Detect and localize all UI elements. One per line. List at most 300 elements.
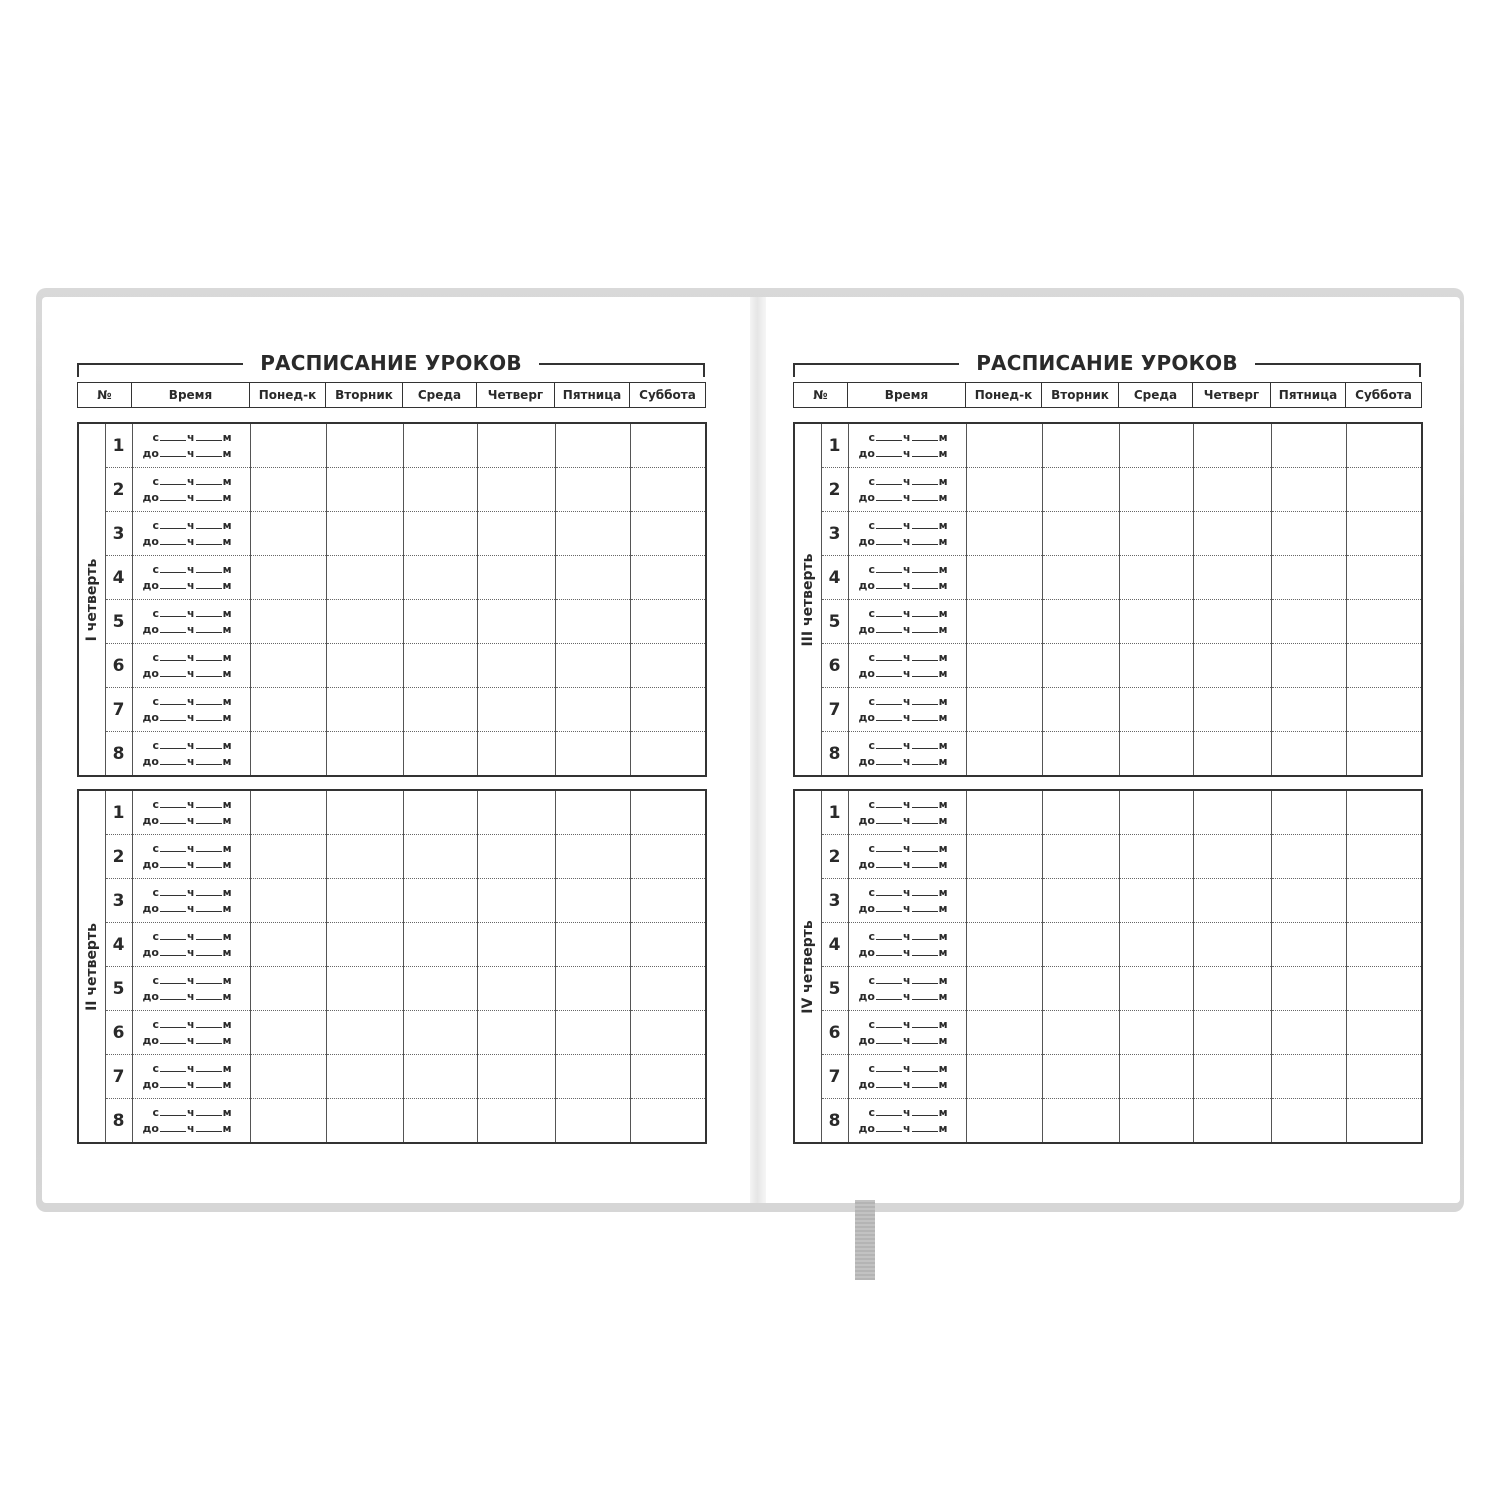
subject-cell[interactable]: [477, 468, 555, 512]
subject-cell[interactable]: [555, 468, 630, 512]
subject-cell[interactable]: [1042, 923, 1119, 967]
subject-cell[interactable]: [1193, 556, 1271, 600]
subject-cell[interactable]: [555, 732, 630, 777]
subject-cell[interactable]: [477, 967, 555, 1011]
subject-cell[interactable]: [555, 423, 630, 468]
subject-cell[interactable]: [966, 468, 1042, 512]
time-from-label: с: [868, 518, 876, 532]
subject-cell[interactable]: [966, 967, 1042, 1011]
subject-cell[interactable]: [1119, 600, 1193, 644]
subject-cell[interactable]: [966, 600, 1042, 644]
time-cell[interactable]: [132, 835, 250, 879]
subject-cell[interactable]: [250, 512, 326, 556]
lesson-number: 3: [821, 512, 848, 556]
subject-cell[interactable]: [477, 835, 555, 879]
subject-cell[interactable]: [250, 1055, 326, 1099]
subject-cell[interactable]: [250, 879, 326, 923]
subject-cell[interactable]: [403, 688, 477, 732]
subject-cell[interactable]: [326, 556, 403, 600]
subject-cell[interactable]: [403, 644, 477, 688]
subject-cell[interactable]: [1119, 688, 1193, 732]
time-to-label: до: [858, 754, 875, 768]
subject-cell[interactable]: [630, 1011, 706, 1055]
subject-cell[interactable]: [1042, 600, 1119, 644]
subject-cell[interactable]: [1271, 1011, 1346, 1055]
subject-cell[interactable]: [250, 1099, 326, 1144]
time-from-label: с: [152, 650, 160, 664]
time-to-label: до: [858, 1121, 875, 1135]
subject-cell[interactable]: [250, 923, 326, 967]
subject-cell[interactable]: [1042, 879, 1119, 923]
subject-cell[interactable]: [1271, 732, 1346, 777]
minute-label: м: [938, 1121, 948, 1135]
subject-cell[interactable]: [1119, 1011, 1193, 1055]
subject-cell[interactable]: [966, 1099, 1042, 1144]
subject-cell[interactable]: [1193, 423, 1271, 468]
subject-cell[interactable]: [1042, 1055, 1119, 1099]
time-cell[interactable]: [848, 879, 966, 923]
subject-cell[interactable]: [1271, 1099, 1346, 1144]
subject-cell[interactable]: [1346, 512, 1422, 556]
time-cell[interactable]: [848, 1055, 966, 1099]
lesson-number: 6: [105, 644, 132, 688]
time-cell[interactable]: [132, 512, 250, 556]
time-to-label: до: [858, 578, 875, 592]
subject-cell[interactable]: [250, 644, 326, 688]
subject-cell[interactable]: [1271, 688, 1346, 732]
subject-cell[interactable]: [966, 644, 1042, 688]
subject-cell[interactable]: [1042, 835, 1119, 879]
table-row: [794, 790, 1422, 835]
subject-cell[interactable]: [966, 423, 1042, 468]
subject-cell[interactable]: [477, 1011, 555, 1055]
time-from-label: с: [152, 562, 160, 576]
subject-cell[interactable]: [1271, 600, 1346, 644]
time-cell[interactable]: [132, 468, 250, 512]
time-cell[interactable]: [848, 423, 966, 468]
time-to-label: до: [858, 622, 875, 636]
subject-cell[interactable]: [966, 1055, 1042, 1099]
time-cell[interactable]: [132, 1011, 250, 1055]
subject-cell[interactable]: [1271, 923, 1346, 967]
subject-cell[interactable]: [1346, 1055, 1422, 1099]
lesson-number: 5: [105, 967, 132, 1011]
subject-cell[interactable]: [555, 1011, 630, 1055]
subject-cell[interactable]: [1042, 644, 1119, 688]
subject-cell[interactable]: [1346, 688, 1422, 732]
subject-cell[interactable]: [250, 1011, 326, 1055]
subject-cell[interactable]: [555, 879, 630, 923]
lesson-number: 4: [105, 556, 132, 600]
quarter-label: III четверть: [799, 552, 816, 647]
subject-cell[interactable]: [1193, 644, 1271, 688]
hour-label: ч: [186, 754, 195, 768]
time-from-label: с: [152, 430, 160, 444]
subject-cell[interactable]: [1193, 967, 1271, 1011]
time-cell[interactable]: [848, 1099, 966, 1144]
subject-cell[interactable]: [1271, 1055, 1346, 1099]
subject-cell[interactable]: [630, 732, 706, 777]
subject-cell[interactable]: [1119, 512, 1193, 556]
time-cell[interactable]: [132, 732, 250, 777]
subject-cell[interactable]: [1042, 1099, 1119, 1144]
subject-cell[interactable]: [1271, 790, 1346, 835]
table-row: [78, 1011, 706, 1055]
table-row: [794, 688, 1422, 732]
subject-cell[interactable]: [403, 512, 477, 556]
subject-cell[interactable]: [1271, 423, 1346, 468]
table-row: [794, 1099, 1422, 1144]
subject-cell[interactable]: [477, 688, 555, 732]
time-cell[interactable]: [132, 423, 250, 468]
subject-cell[interactable]: [1119, 732, 1193, 777]
subject-cell[interactable]: [477, 923, 555, 967]
time-cell[interactable]: [848, 468, 966, 512]
subject-cell[interactable]: [630, 967, 706, 1011]
time-cell[interactable]: [848, 790, 966, 835]
minute-label: м: [222, 813, 232, 827]
time-to-label: до: [142, 857, 159, 871]
subject-cell[interactable]: [477, 879, 555, 923]
subject-cell[interactable]: [966, 512, 1042, 556]
time-from-label: с: [868, 430, 876, 444]
subject-cell[interactable]: [326, 512, 403, 556]
subject-cell[interactable]: [1193, 923, 1271, 967]
minute-label: м: [938, 650, 948, 664]
subject-cell[interactable]: [1042, 967, 1119, 1011]
hour-label: ч: [902, 534, 911, 548]
subject-cell[interactable]: [1346, 423, 1422, 468]
time-cell[interactable]: [848, 644, 966, 688]
header-cell: Понед-к: [250, 383, 326, 408]
time-to-label: до: [858, 490, 875, 504]
time-to-label: до: [142, 901, 159, 915]
subject-cell[interactable]: [250, 423, 326, 468]
subject-cell[interactable]: [1346, 967, 1422, 1011]
time-to-label: до: [142, 446, 159, 460]
time-cell[interactable]: [848, 732, 966, 777]
subject-cell[interactable]: [326, 1055, 403, 1099]
time-cell[interactable]: [848, 556, 966, 600]
subject-cell[interactable]: [1119, 923, 1193, 967]
subject-cell[interactable]: [1346, 556, 1422, 600]
header-cell: Четверг: [1193, 383, 1271, 408]
subject-cell[interactable]: [250, 556, 326, 600]
lesson-number: 3: [105, 512, 132, 556]
subject-cell[interactable]: [1119, 835, 1193, 879]
subject-cell[interactable]: [555, 556, 630, 600]
subject-cell[interactable]: [1042, 1011, 1119, 1055]
subject-cell[interactable]: [1346, 923, 1422, 967]
subject-cell[interactable]: [1119, 644, 1193, 688]
subject-cell[interactable]: [326, 1099, 403, 1144]
time-cell[interactable]: [848, 600, 966, 644]
minute-label: м: [938, 1061, 948, 1075]
table-row: [78, 423, 706, 468]
subject-cell[interactable]: [966, 556, 1042, 600]
table-row: [78, 1099, 706, 1144]
subject-cell[interactable]: [1271, 512, 1346, 556]
subject-cell[interactable]: [1193, 1055, 1271, 1099]
subject-cell[interactable]: [403, 600, 477, 644]
time-to-label: до: [142, 490, 159, 504]
hour-label: ч: [903, 562, 911, 576]
time-cell[interactable]: [132, 790, 250, 835]
subject-cell[interactable]: [326, 732, 403, 777]
time-cell[interactable]: [848, 1011, 966, 1055]
subject-cell[interactable]: [1119, 556, 1193, 600]
subject-cell[interactable]: [555, 644, 630, 688]
subject-cell[interactable]: [630, 688, 706, 732]
subject-cell[interactable]: [966, 688, 1042, 732]
quarter-table: [77, 789, 707, 1144]
subject-cell[interactable]: [1193, 732, 1271, 777]
subject-cell[interactable]: [966, 923, 1042, 967]
subject-cell[interactable]: [630, 468, 706, 512]
subject-cell[interactable]: [1119, 967, 1193, 1011]
subject-cell[interactable]: [403, 1055, 477, 1099]
subject-cell[interactable]: [1271, 468, 1346, 512]
subject-cell[interactable]: [1346, 790, 1422, 835]
subject-cell[interactable]: [403, 790, 477, 835]
subject-cell[interactable]: [1042, 423, 1119, 468]
minute-label: м: [938, 901, 948, 915]
subject-cell[interactable]: [250, 600, 326, 644]
subject-cell[interactable]: [630, 1055, 706, 1099]
hour-label: ч: [903, 841, 911, 855]
subject-cell[interactable]: [966, 790, 1042, 835]
lesson-number: 1: [821, 423, 848, 468]
time-cell[interactable]: [132, 1099, 250, 1144]
subject-cell[interactable]: [555, 790, 630, 835]
subject-cell[interactable]: [477, 732, 555, 777]
subject-cell[interactable]: [1271, 556, 1346, 600]
subject-cell[interactable]: [1193, 688, 1271, 732]
subject-cell[interactable]: [1346, 732, 1422, 777]
hour-label: ч: [187, 694, 195, 708]
subject-cell[interactable]: [326, 923, 403, 967]
subject-cell[interactable]: [1042, 556, 1119, 600]
table-row: [794, 556, 1422, 600]
subject-cell[interactable]: [1346, 1011, 1422, 1055]
subject-cell[interactable]: [1119, 790, 1193, 835]
subject-cell[interactable]: [1346, 879, 1422, 923]
schedule-header: [77, 382, 706, 408]
subject-cell[interactable]: [403, 1011, 477, 1055]
subject-cell[interactable]: [1042, 468, 1119, 512]
subject-cell[interactable]: [1271, 835, 1346, 879]
subject-cell[interactable]: [1346, 600, 1422, 644]
minute-label: м: [222, 518, 232, 532]
subject-cell[interactable]: [250, 835, 326, 879]
subject-cell[interactable]: [477, 1099, 555, 1144]
subject-cell[interactable]: [555, 688, 630, 732]
subject-cell[interactable]: [1119, 468, 1193, 512]
table-row: [794, 468, 1422, 512]
minute-label: м: [938, 490, 948, 504]
minute-label: м: [222, 901, 232, 915]
subject-cell[interactable]: [1042, 790, 1119, 835]
subject-cell[interactable]: [966, 1011, 1042, 1055]
subject-cell[interactable]: [630, 423, 706, 468]
subject-cell[interactable]: [966, 732, 1042, 777]
time-cell[interactable]: [132, 556, 250, 600]
subject-cell[interactable]: [1042, 688, 1119, 732]
subject-cell[interactable]: [1119, 1055, 1193, 1099]
hour-label: ч: [186, 989, 195, 1003]
minute-label: м: [938, 973, 948, 987]
subject-cell[interactable]: [555, 835, 630, 879]
subject-cell[interactable]: [1271, 967, 1346, 1011]
time-from-label: с: [152, 1017, 160, 1031]
hour-label: ч: [187, 841, 195, 855]
time-to-label: до: [858, 534, 875, 548]
subject-cell[interactable]: [477, 556, 555, 600]
subject-cell[interactable]: [477, 790, 555, 835]
minute-label: м: [222, 989, 232, 1003]
hour-label: ч: [903, 973, 911, 987]
time-cell[interactable]: [848, 512, 966, 556]
subject-cell[interactable]: [250, 967, 326, 1011]
minute-label: м: [938, 430, 948, 444]
hour-label: ч: [187, 606, 195, 620]
minute-label: м: [222, 578, 232, 592]
minute-label: м: [222, 1061, 232, 1075]
time-cell[interactable]: [132, 600, 250, 644]
subject-cell[interactable]: [1193, 835, 1271, 879]
subject-cell[interactable]: [326, 688, 403, 732]
subject-cell[interactable]: [403, 1099, 477, 1144]
subject-cell[interactable]: [250, 732, 326, 777]
subject-cell[interactable]: [630, 512, 706, 556]
hour-label: ч: [187, 1105, 195, 1119]
subject-cell[interactable]: [555, 600, 630, 644]
subject-cell[interactable]: [630, 923, 706, 967]
minute-label: м: [222, 1033, 232, 1047]
subject-cell[interactable]: [326, 879, 403, 923]
subject-cell[interactable]: [477, 423, 555, 468]
subject-cell[interactable]: [1346, 468, 1422, 512]
subject-cell[interactable]: [630, 879, 706, 923]
subject-cell[interactable]: [555, 1099, 630, 1144]
subject-cell[interactable]: [1193, 512, 1271, 556]
time-from-label: с: [152, 885, 160, 899]
subject-cell[interactable]: [250, 790, 326, 835]
subject-cell[interactable]: [1193, 600, 1271, 644]
time-cell[interactable]: [132, 879, 250, 923]
header-cell: Время: [848, 383, 966, 408]
subject-cell[interactable]: [403, 967, 477, 1011]
subject-cell[interactable]: [326, 1011, 403, 1055]
subject-cell[interactable]: [1042, 512, 1119, 556]
subject-cell[interactable]: [403, 423, 477, 468]
subject-cell[interactable]: [555, 967, 630, 1011]
minute-label: м: [222, 430, 232, 444]
subject-cell[interactable]: [555, 923, 630, 967]
subject-cell[interactable]: [403, 923, 477, 967]
time-cell[interactable]: [132, 1055, 250, 1099]
time-cell[interactable]: [848, 688, 966, 732]
subject-cell[interactable]: [326, 644, 403, 688]
subject-cell[interactable]: [1042, 732, 1119, 777]
subject-cell[interactable]: [326, 967, 403, 1011]
subject-cell[interactable]: [250, 688, 326, 732]
subject-cell[interactable]: [403, 835, 477, 879]
hour-label: ч: [186, 578, 195, 592]
subject-cell[interactable]: [403, 879, 477, 923]
subject-cell[interactable]: [1346, 835, 1422, 879]
time-cell[interactable]: [848, 835, 966, 879]
time-cell[interactable]: [132, 644, 250, 688]
subject-cell[interactable]: [403, 468, 477, 512]
subject-cell[interactable]: [1271, 879, 1346, 923]
subject-cell[interactable]: [1193, 790, 1271, 835]
subject-cell[interactable]: [1119, 423, 1193, 468]
table-row: [78, 688, 706, 732]
subject-cell[interactable]: [326, 600, 403, 644]
header-cell: Вторник: [1042, 383, 1119, 408]
subject-cell[interactable]: [1193, 879, 1271, 923]
hour-label: ч: [186, 490, 195, 504]
subject-cell[interactable]: [1119, 879, 1193, 923]
hour-label: ч: [186, 945, 195, 959]
quarter-table: [793, 789, 1423, 1144]
header-cell: Среда: [403, 383, 477, 408]
subject-cell[interactable]: [555, 512, 630, 556]
subject-cell[interactable]: [477, 1055, 555, 1099]
subject-cell[interactable]: [1193, 1011, 1271, 1055]
bookmark-ribbon[interactable]: [855, 1200, 875, 1280]
subject-cell[interactable]: [403, 732, 477, 777]
subject-cell[interactable]: [630, 600, 706, 644]
time-cell[interactable]: [848, 967, 966, 1011]
subject-cell[interactable]: [477, 512, 555, 556]
subject-cell[interactable]: [1119, 1099, 1193, 1144]
subject-cell[interactable]: [630, 790, 706, 835]
subject-cell[interactable]: [630, 1099, 706, 1144]
hour-label: ч: [903, 430, 911, 444]
minute-label: м: [222, 929, 232, 943]
subject-cell[interactable]: [966, 879, 1042, 923]
header-cell: Суббота: [630, 383, 706, 408]
subject-cell[interactable]: [630, 556, 706, 600]
subject-cell[interactable]: [1193, 468, 1271, 512]
hour-label: ч: [903, 518, 911, 532]
subject-cell[interactable]: [326, 423, 403, 468]
time-cell[interactable]: [132, 967, 250, 1011]
subject-cell[interactable]: [1271, 644, 1346, 688]
subject-cell[interactable]: [477, 600, 555, 644]
subject-cell[interactable]: [555, 1055, 630, 1099]
time-cell[interactable]: [132, 923, 250, 967]
subject-cell[interactable]: [1346, 1099, 1422, 1144]
subject-cell[interactable]: [966, 835, 1042, 879]
subject-cell[interactable]: [1193, 1099, 1271, 1144]
subject-cell[interactable]: [326, 468, 403, 512]
subject-cell[interactable]: [250, 468, 326, 512]
time-cell[interactable]: [132, 688, 250, 732]
schedule-title-row: [793, 351, 1421, 375]
subject-cell[interactable]: [403, 556, 477, 600]
time-cell[interactable]: [848, 923, 966, 967]
subject-cell[interactable]: [477, 644, 555, 688]
subject-cell[interactable]: [630, 644, 706, 688]
subject-cell[interactable]: [326, 835, 403, 879]
subject-cell[interactable]: [630, 835, 706, 879]
header-cell: Суббота: [1346, 383, 1422, 408]
subject-cell[interactable]: [1346, 644, 1422, 688]
subject-cell[interactable]: [326, 790, 403, 835]
